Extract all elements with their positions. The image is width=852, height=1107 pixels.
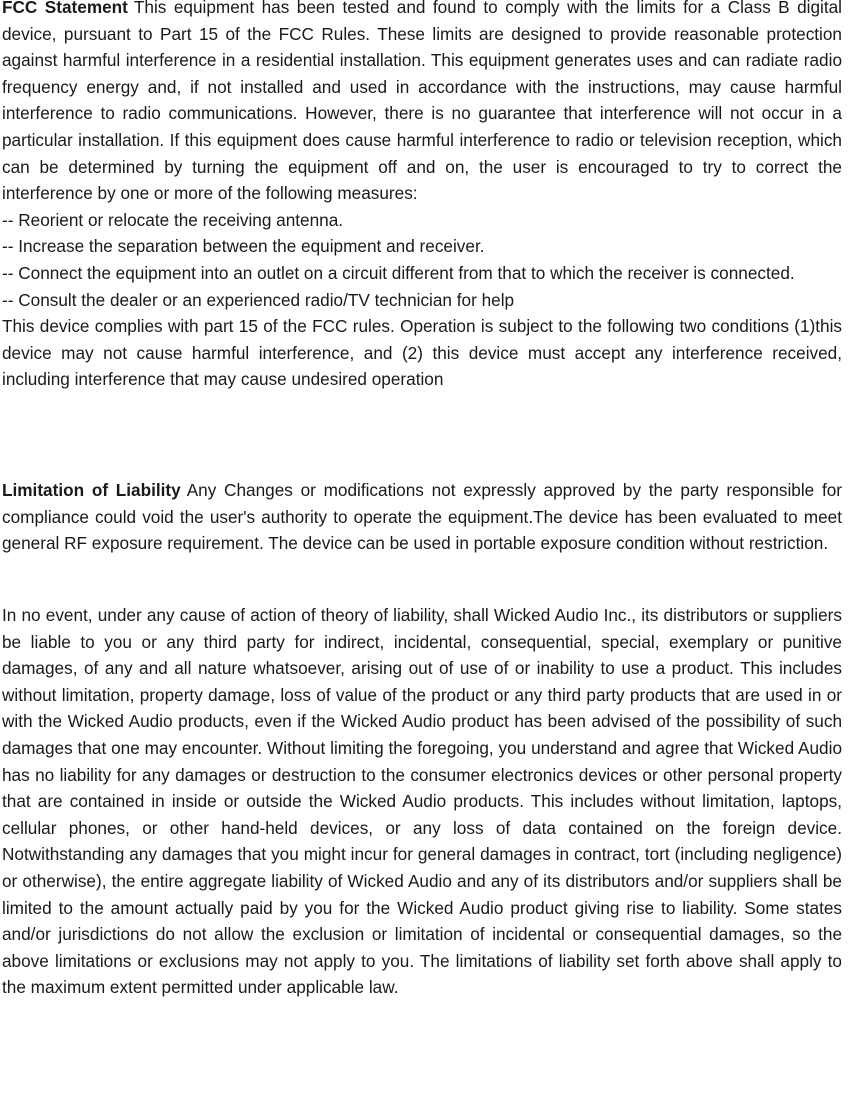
liability-paragraph: In no event, under any cause of action of theory of liability, shall Wicked Audio Inc., its distributors or suppliers be liable to you or any third party for indirect, incidental, consequential, special, exemplary or punitive damages, of any and all nature whatsoever, arising out of use of or inability to use a product. This includes without limitation, property damage, loss of value of the product or any third party products that are used in or with the Wicked Audio products, even if the Wicked Audio product has been advised of the possibility of such damages that one may encounter. Without limiting the foregoing, you understand and agree that Wicked Audio has no liability for any damages or destruction to the consumer electronics devices or other personal property that are contained in inside or outside the Wicked Audio products. This includes without limitation, laptops, cellular phones, or other hand-held devices, or any loss of data contained on the foreign device. Notwithstanding any damages that you might incur for general damages in contract, tort (including negligence) or otherwise), the entire aggregate liability of Wicked Audio and any of its distributors and/or suppliers shall be limited to the amount actually paid by you for the Wicked Audio product giving rise to liability. Some states and/or jurisdictions do not allow the exclusion or limitation of incidental or consequential damages, so the above limitations or exclusions may not apply to you. The limitations of liability set forth above shall apply to the maximum extent permitted under applicable law. [2, 605, 842, 998]
measure-item: -- Connect the equipment into an outlet on a circuit different from that to which the receiver is connected. [2, 262, 795, 283]
limitation-paragraph [0, 477, 852, 557]
measure-item: -- Consult the dealer or an experienced radio/TV technician for help [2, 289, 515, 310]
fcc-statement-section [0, 0, 852, 393]
liability-disclaimer-section [0, 602, 852, 1001]
fcc-intro-text: This equipment has been tested and found to comply with the limits for a Class B digital device, pursuant to Part 15 of the FCC Rules. These limits are designed to provide reasonable protection against harmful interference in a residential installation. This equipment generates uses and can radiate radio frequency energy and, if not installed and used in accordance with the instructions, may cause harmful interference to radio communications. However, there is no guarantee that interference will not occur in a particular installation. If this equipment does cause harmful interference to radio or television reception, which can be determined by turning the equipment off and on, the user is encouraged to try to correct the interference by one or more of the following measures: [2, 0, 842, 204]
fcc-compliance-paragraph: This device complies with part 15 of the FCC rules. Operation is subject to the following two conditions (1)this device may not cause harmful interference, and (2) this device must accept any interference received, including interference that may cause undesired operation [2, 316, 842, 390]
fcc-intro-paragraph [0, 0, 852, 207]
limitation-of-liability-section [0, 477, 852, 557]
measure-item: -- Increase the separation between the equipment and receiver. [2, 236, 485, 257]
measure-item: -- Reorient or relocate the receiving antenna. [2, 209, 344, 230]
fcc-heading: FCC Statement [2, 0, 128, 17]
limitation-text: Any Changes or modifications not expressly approved by the party responsible for compliance could void the user's authority to operate the equipment.The device has been evaluated to meet general RF exposure requirement. The device can be used in portable exposure condition without restriction. [2, 480, 843, 554]
limitation-heading: Limitation of Liability [2, 480, 181, 500]
